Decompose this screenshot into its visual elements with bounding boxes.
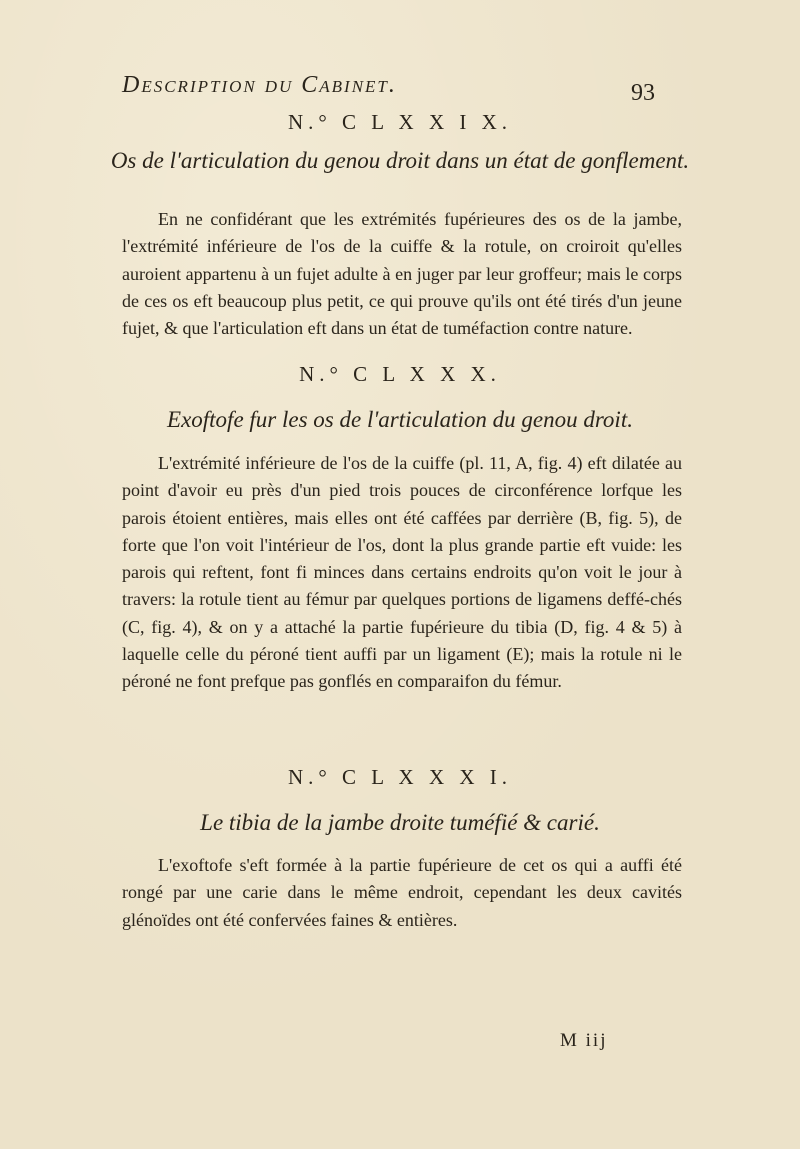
entry-title-180: Exoftofe fur les os de l'articulation du genou droit. [167, 407, 633, 432]
running-title: Description du Cabinet. [122, 72, 397, 98]
entry-number-181: N.° C L X X X I. [287, 765, 513, 789]
signature-mark: M iij [560, 1030, 608, 1051]
entry-body-179: En ne confidérant que les extrémités fupérieures des os de la jambe, l'extrémité inférieure de l'os de la cuiffe & la rotule, on croiroit qu'elles auroient appartenu à un fujet adulte à en juger par leur groffeur; mais le corps de ces os eft beaucoup plus petit, ce qui prouve qu'ils ont été tirés d'un jeune fujet, & que l'articulation eft dans un état de tuméfaction contre nature. [122, 209, 682, 339]
entry-number-179: N.° C L X X I X. [287, 110, 513, 134]
entry-body-181: L'exoftofe s'eft formée à la partie fupérieure de cet os qui a auffi été rongé par une carie dans le même endroit, cependant les deux cavités glénoïdes ont été confervées faines & entières. [122, 855, 682, 930]
entry-number-180: N.° C L X X X. [299, 362, 501, 386]
entry-title-181: Le tibia de la jambe droite tuméfié & carié. [200, 810, 600, 835]
page-number: 93 [631, 80, 655, 106]
entry-body-180: L'extrémité inférieure de l'os de la cuiffe (pl. 11, A, fig. 4) eft dilatée au point d'avoir eu près d'un pied trois pouces de circonférence lorfque les parois étoient entières, mais elles ont été caffées par derrière (B, fig. 5), de forte que l'on voit l'intérieur de l'os, dont la plus grande partie eft vuide: les parois qui reftent, font fi minces dans certains endroits qu'on voit le jour à travers: la rotule tient au fémur par quelques portions de ligamens deffé-chés (C, fig. 4), & on y a attaché la partie fupérieure du tibia (D, fig. 4 & 5) à laquelle celle du péroné tient auffi par un ligament (E); mais la rotule ni le péroné ne font prefque pas gonflés en comparaifon du fémur. [122, 453, 682, 692]
entry-title-179: Os de l'articulation du genou droit dans un état de gonflement. [110, 148, 690, 173]
